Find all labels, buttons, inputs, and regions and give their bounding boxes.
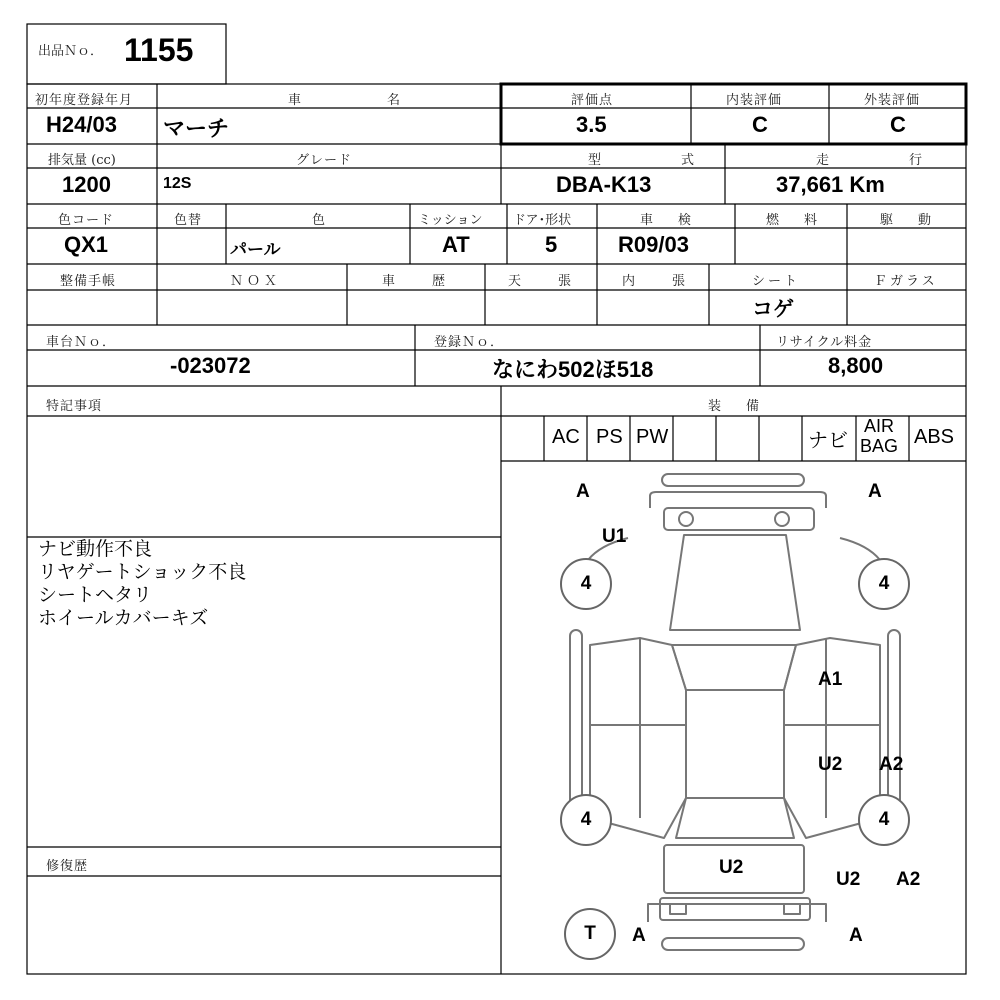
displacement-value: 1200: [62, 172, 111, 197]
remark-note: シートヘタリ: [38, 584, 153, 606]
damage-mark: A1: [818, 669, 843, 690]
damage-mark: A: [868, 481, 882, 502]
spare-tire: T: [564, 908, 616, 960]
remark-note: ナビ動作不良: [38, 538, 153, 560]
front-glass-label: Ｆガラス: [874, 274, 938, 289]
door-value: 5: [545, 232, 558, 257]
mileage-label: 走 行: [816, 153, 941, 168]
damage-mark: A2: [896, 869, 921, 890]
repair-history-label: 修復歴: [46, 859, 89, 874]
maintenance-label: 整備手帳: [60, 274, 117, 289]
history-label: 車 歴: [382, 274, 458, 289]
model-value: DBA-K13: [556, 172, 652, 197]
color-value: パール: [230, 240, 281, 259]
remark-note: ホイールカバーキズ: [38, 607, 209, 629]
color-code-label: 色コード: [58, 213, 115, 228]
damage-mark: U2: [818, 754, 843, 775]
equipment-ac: AC: [552, 426, 580, 448]
mission-label: ミッション: [418, 213, 483, 228]
inner-label: 内 張: [622, 274, 698, 289]
remarks-label: 特記事項: [46, 399, 103, 414]
score-value: 3.5: [576, 112, 607, 137]
mission-value: AT: [442, 232, 470, 257]
recycle-fee-value: 8,800: [828, 353, 884, 378]
registration-value: なにわ502ほ518: [492, 357, 654, 382]
interior-grade-value: C: [752, 112, 768, 137]
displacement-label: 排気量 (cc): [48, 153, 116, 168]
lot-label: 出品Ｎｏ．: [38, 44, 104, 59]
equipment-ps: PS: [596, 426, 623, 448]
exterior-grade-label: 外装評価: [864, 93, 921, 108]
inspection-label: 車 検: [640, 213, 698, 228]
seat-label: シート: [752, 274, 801, 289]
chassis-value: -023072: [170, 353, 251, 378]
color-code-value: QX1: [64, 232, 109, 257]
damage-mark: U2: [836, 869, 861, 890]
damage-mark: A: [849, 925, 863, 946]
equipment-label: 装 備: [708, 399, 766, 414]
damage-mark: U2: [719, 857, 744, 878]
exterior-grade-value: C: [890, 112, 906, 137]
equipment-airbag-line1: AIR: [864, 416, 895, 436]
seat-value: コゲ: [752, 298, 794, 321]
tire-rear-left: 4: [560, 794, 612, 846]
first-registration-value: H24/03: [46, 112, 117, 137]
color-label: 色: [312, 213, 327, 228]
equipment-navi: ナビ: [808, 430, 848, 452]
damage-mark: A2: [879, 754, 904, 775]
interior-grade-label: 内装評価: [726, 93, 783, 108]
damage-mark: A: [632, 925, 646, 946]
equipment-pw: PW: [636, 426, 669, 448]
grade-label: グレード: [296, 153, 353, 168]
repaint-label: 色替: [174, 213, 203, 228]
equipment-airbag-line2: BAG: [860, 436, 899, 456]
tire-front-right: 4: [858, 558, 910, 610]
model-label: 型 式: [588, 153, 713, 168]
car-name-label: 車 名: [288, 93, 421, 108]
tire-front-left: 4: [560, 558, 612, 610]
lot-number: 1155: [124, 32, 194, 68]
fuel-label: 燃 料: [766, 213, 824, 228]
score-label: 評価点: [571, 93, 614, 108]
grade-value: 12S: [163, 175, 192, 192]
chassis-label: 車台Ｎｏ．: [46, 335, 117, 350]
remark-note: リヤゲートショック不良: [38, 561, 247, 583]
mileage-value: 37,661 Km: [776, 172, 885, 197]
nox-label: ＮＯＸ: [230, 274, 282, 289]
damage-mark: A: [576, 481, 590, 502]
inspection-value: R09/03: [618, 232, 689, 257]
roof-label: 天 張: [508, 274, 584, 289]
car-name-value: マーチ: [163, 116, 230, 141]
first-registration-label: 初年度登録年月: [35, 93, 134, 108]
door-label: ドア･形状: [513, 213, 572, 228]
tire-rear-right: 4: [858, 794, 910, 846]
equipment-abs: ABS: [914, 426, 955, 448]
recycle-fee-label: リサイクル料金: [776, 335, 873, 350]
registration-label: 登録Ｎｏ．: [434, 335, 505, 350]
damage-mark: U1: [602, 526, 627, 547]
drive-label: 駆 動: [880, 213, 938, 228]
